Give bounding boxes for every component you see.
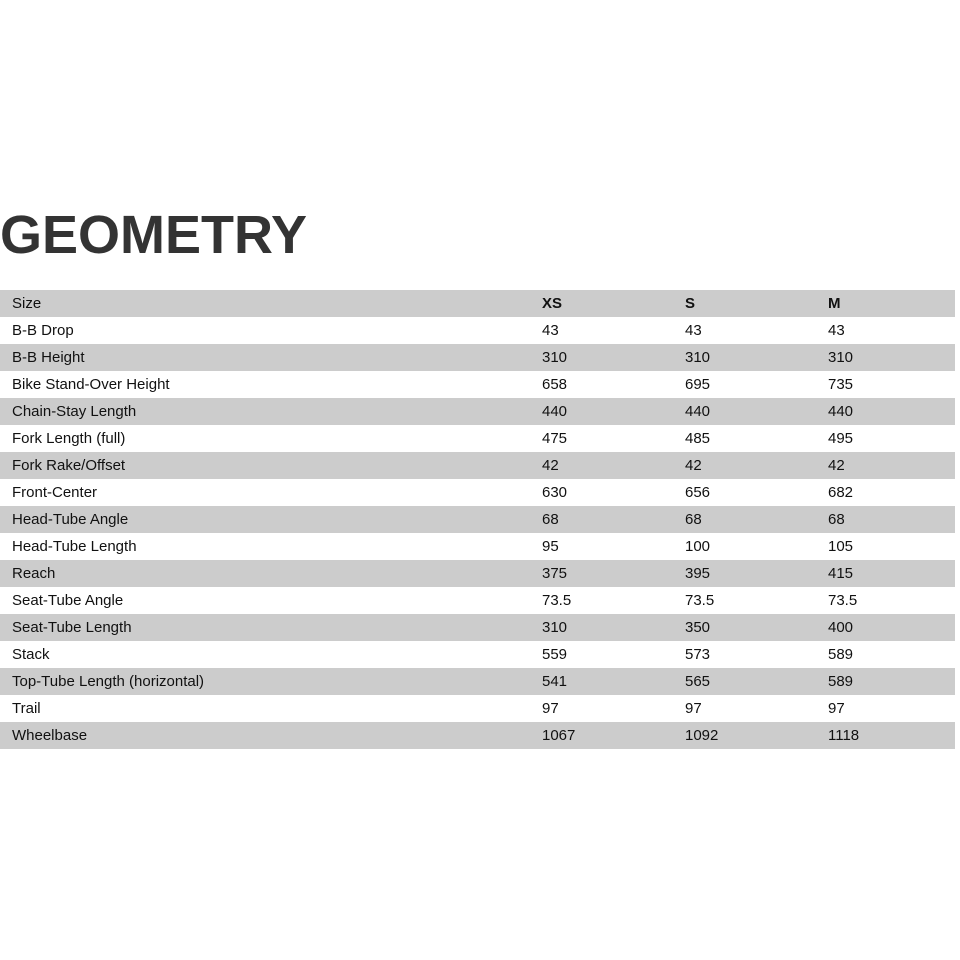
value-s: 97 [685, 700, 702, 717]
row-label: B-B Drop [12, 322, 74, 339]
size-header-m: M [816, 290, 955, 317]
row-label: Seat-Tube Length [0, 614, 530, 641]
row-label: Head-Tube Angle [0, 506, 530, 533]
row-label: Fork Rake/Offset [0, 452, 530, 479]
value-s: 440 [673, 398, 816, 425]
row-label: Top-Tube Length (horizontal) [0, 668, 530, 695]
row-label: Fork Length (full) [12, 430, 126, 447]
value-s: 42 [673, 452, 816, 479]
value-xs: 658 [542, 376, 568, 393]
value-m: 105 [828, 538, 854, 555]
table-row [0, 560, 955, 587]
value-m: 42 [816, 452, 955, 479]
value-xs: 310 [530, 614, 673, 641]
table-row [0, 317, 955, 344]
table-row [0, 506, 955, 533]
row-label: Chain-Stay Length [0, 398, 530, 425]
value-xs: 68 [530, 506, 673, 533]
value-s: 395 [673, 560, 816, 587]
value-m: 1118 [816, 722, 955, 749]
value-xs: 73.5 [542, 592, 572, 609]
size-header-s: S [673, 290, 816, 317]
table-row [0, 344, 955, 371]
table-row [0, 398, 955, 425]
value-xs: 95 [542, 538, 559, 555]
value-m: 589 [828, 646, 854, 663]
row-label: Wheelbase [0, 722, 530, 749]
value-s: 310 [673, 344, 816, 371]
value-m: 68 [816, 506, 955, 533]
table-row [0, 722, 955, 749]
value-m: 682 [828, 484, 854, 501]
value-m: 415 [816, 560, 955, 587]
value-xs: 43 [542, 322, 559, 339]
value-xs: 440 [530, 398, 673, 425]
table-row [0, 641, 955, 668]
row-label: Bike Stand-Over Height [12, 376, 170, 393]
value-m: 589 [816, 668, 955, 695]
value-xs: 630 [542, 484, 568, 501]
table-row [0, 479, 955, 506]
value-s: 565 [673, 668, 816, 695]
value-s: 573 [685, 646, 711, 663]
row-label: Stack [12, 646, 50, 663]
table-row [0, 533, 955, 560]
value-m: 495 [828, 430, 854, 447]
table-body [0, 317, 955, 749]
size-header-label: Size [0, 290, 530, 317]
value-xs: 559 [542, 646, 568, 663]
value-s: 656 [685, 484, 711, 501]
value-s: 100 [685, 538, 711, 555]
row-label: B-B Height [0, 344, 530, 371]
table-row [0, 668, 955, 695]
value-xs: 42 [530, 452, 673, 479]
value-m: 735 [828, 376, 854, 393]
row-label: Trail [12, 700, 41, 717]
page-title: GEOMETRY [0, 205, 308, 265]
value-s: 695 [685, 376, 711, 393]
value-s: 43 [685, 322, 702, 339]
value-xs: 310 [530, 344, 673, 371]
value-m: 43 [828, 322, 845, 339]
value-xs: 475 [542, 430, 568, 447]
value-xs: 375 [530, 560, 673, 587]
value-m: 97 [828, 700, 845, 717]
value-s: 73.5 [685, 592, 715, 609]
value-m: 73.5 [828, 592, 858, 609]
table-row [0, 371, 955, 398]
table-header-row [0, 290, 955, 317]
value-m: 310 [816, 344, 955, 371]
value-s: 350 [673, 614, 816, 641]
value-m: 400 [816, 614, 955, 641]
table-row [0, 425, 955, 452]
table-row [0, 695, 955, 722]
table-row [0, 614, 955, 641]
value-s: 1092 [673, 722, 816, 749]
row-label: Seat-Tube Angle [12, 592, 124, 609]
geometry-table [0, 290, 955, 749]
value-xs: 541 [530, 668, 673, 695]
table-row [0, 452, 955, 479]
table-row [0, 587, 955, 614]
row-label: Front-Center [12, 484, 98, 501]
value-xs: 97 [542, 700, 559, 717]
value-s: 485 [685, 430, 711, 447]
value-s: 68 [673, 506, 816, 533]
size-header-xs: XS [530, 290, 673, 317]
value-xs: 1067 [530, 722, 673, 749]
row-label: Reach [0, 560, 530, 587]
value-m: 440 [816, 398, 955, 425]
row-label: Head-Tube Length [12, 538, 137, 555]
